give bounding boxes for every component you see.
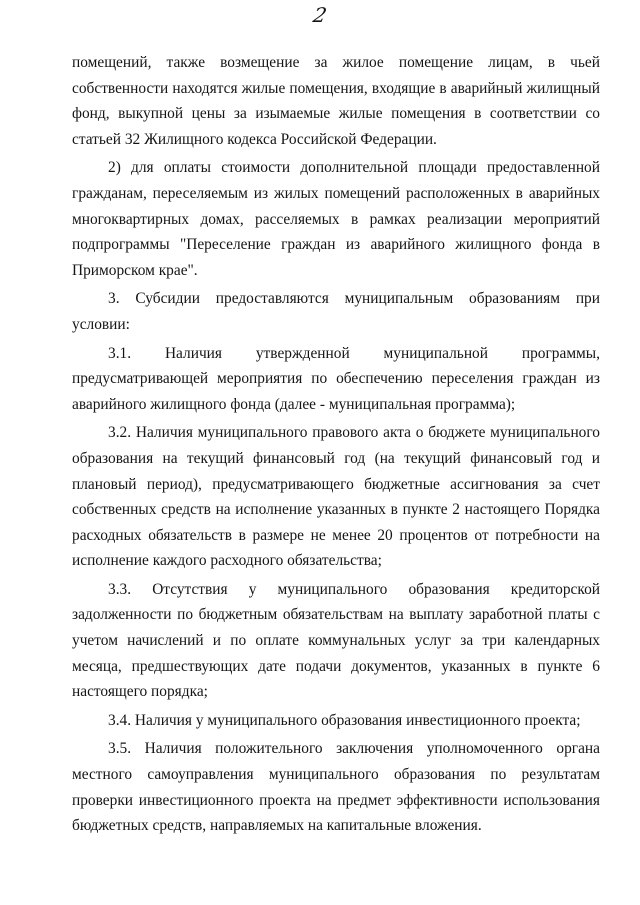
paragraph-section-3-1: 3.1. Наличия утвержденной муниципальной программы, предусматривающей мероприятия по обеспечению переселения граждан из аварийного жилищного фонда (далее - муниципальная программа);	[72, 344, 600, 413]
paragraph-continuation: помещений, также возмещение за жилое помещение лицам, в чьей собственности находятся жилые помещения, входящие в аварийный жилищный фонд, выкупной цены за изымаемые жилые помещения в соответствии со статьей 32 Жилищного кодекса Российской Федерации.	[72, 54, 600, 148]
paragraph-section-3-2: 3.2. Наличия муниципального правового акта о бюджете муниципального образования на текущий финансовый год (на текущий финансовый год и плановый период), предусматривающего бюджетные ассигнования за счет собственных средств на исполнение указанных в пункте 2 настоящего Порядка расходных обязательств в размере не менее 20 процентов от потребности на исполнение каждого расходного обязательства;	[72, 424, 600, 570]
paragraph-section-3-5: 3.5. Наличия положительного заключения уполномоченного органа местного самоуправления муниципального образования по результатам проверки инвестиционного проекта на предмет эффективности использования бюджетных средств, направляемых на капитальные вложения.	[72, 740, 600, 835]
document-body	[72, 50, 600, 842]
paragraph-item-2: 2) для оплаты стоимости дополнительной площади предоставленной гражданам, переселяемым из жилых помещений расположенных в аварийных многоквартирных домах, расселяемых в рамках реализации мероприятий подпрограммы "Переселение граждан из аварийного жилищного фонда в Приморском крае".	[72, 159, 600, 279]
page-number: 2	[311, 3, 329, 27]
paragraph-section-3: 3. Субсидии предоставляются муниципальным образованиям при условии:	[72, 290, 600, 333]
paragraph-section-3-4: 3.4. Наличия у муниципального образования инвестиционного проекта;	[108, 711, 581, 729]
paragraph-section-3-3: 3.3. Отсутствия у муниципального образования кредиторской задолженности по бюджетным обязательствам на выплату заработной платы с учетом начислений и по оплате коммунальных услуг за три календарных месяца, предшествующих дате подачи документов, указанных в пункте 6 настоящего порядка;	[72, 580, 600, 701]
